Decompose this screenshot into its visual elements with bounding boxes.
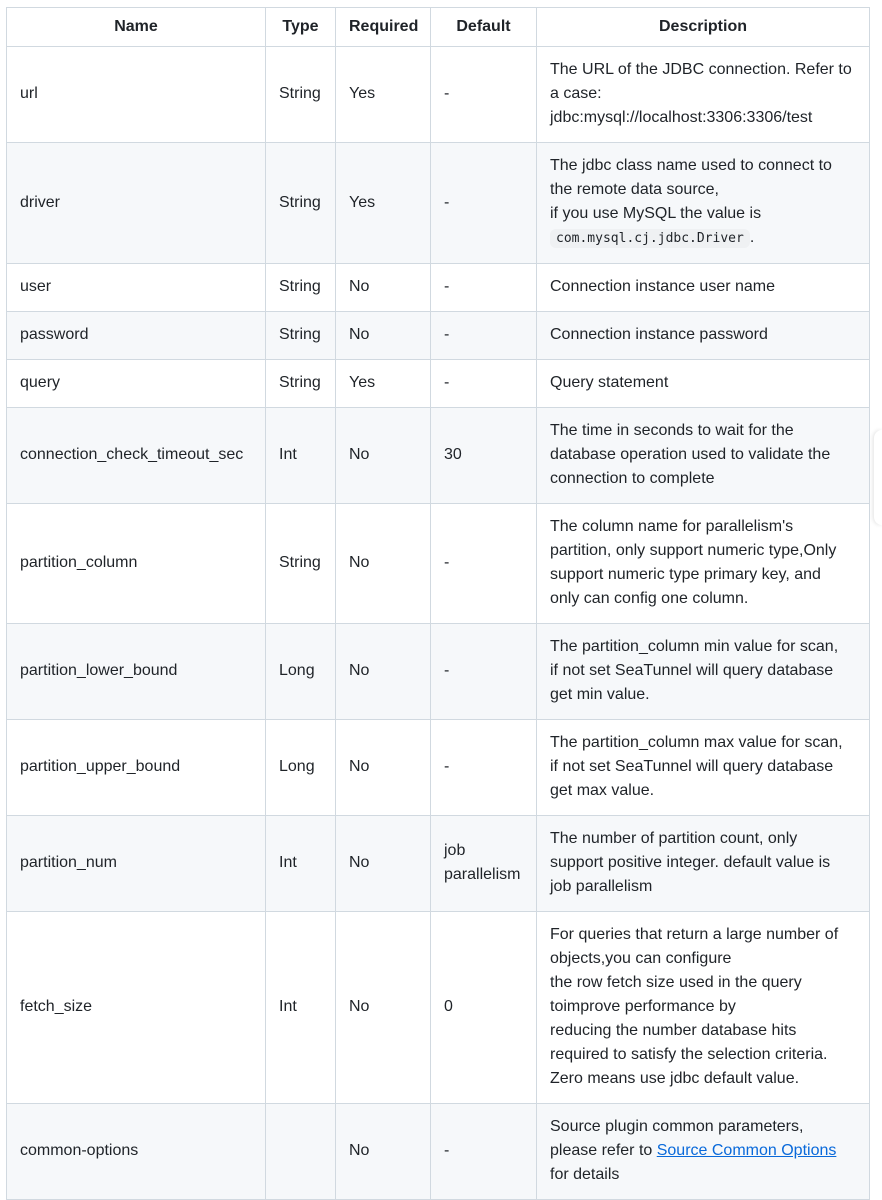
option-default: - (431, 720, 537, 816)
option-default: 0 (431, 912, 537, 1104)
option-description (537, 912, 870, 1104)
description-line: for details (550, 1166, 620, 1183)
table-row (7, 408, 870, 504)
option-description (537, 264, 870, 312)
option-description (537, 408, 870, 504)
option-required: Yes (336, 47, 431, 143)
description-line: if not set SeaTunnel will query database (550, 662, 834, 679)
table-row (7, 264, 870, 312)
link-prefix: please refer to (550, 1142, 657, 1159)
description-line: database operation used to validate the (550, 446, 831, 463)
option-default: - (431, 504, 537, 624)
description-line: The time in seconds to wait for the (550, 422, 794, 439)
description-line: Source plugin common parameters, (550, 1118, 804, 1135)
option-name: partition_num (7, 816, 266, 912)
table-header-row (7, 8, 870, 47)
header-name: Name (7, 8, 266, 47)
description-line: Connection instance password (550, 326, 768, 343)
option-type: String (266, 312, 336, 360)
option-default: - (431, 47, 537, 143)
table-row (7, 47, 870, 143)
side-panel-edge (874, 430, 882, 525)
option-type: Long (266, 720, 336, 816)
table-row (7, 912, 870, 1104)
option-name: fetch_size (7, 912, 266, 1104)
option-description (537, 624, 870, 720)
option-type: String (266, 143, 336, 264)
table-row (7, 312, 870, 360)
option-name: partition_lower_bound (7, 624, 266, 720)
option-description (537, 47, 870, 143)
option-default: - (431, 264, 537, 312)
option-description (537, 1104, 870, 1200)
option-description (537, 360, 870, 408)
option-type: String (266, 264, 336, 312)
description-line: objects,you can configure (550, 950, 732, 967)
option-name: driver (7, 143, 266, 264)
description-line: required to satisfy the selection criteria. (550, 1046, 828, 1063)
option-type: String (266, 47, 336, 143)
option-required: No (336, 408, 431, 504)
option-name: partition_column (7, 504, 266, 624)
option-required: No (336, 624, 431, 720)
driver-class-code: com.mysql.cj.jdbc.Driver (550, 229, 750, 248)
header-default: Default (431, 8, 537, 47)
description-line: jdbc:mysql://localhost:3306:3306/test (550, 109, 813, 126)
description-line: The URL of the JDBC connection. Refer to (550, 61, 852, 78)
option-required: No (336, 1104, 431, 1200)
option-description (537, 816, 870, 912)
description-line: Query statement (550, 374, 669, 391)
description-link-line (550, 1139, 856, 1163)
description-line: support positive integer. default value is (550, 854, 831, 871)
description-line: The partition_column min value for scan, (550, 638, 839, 655)
description-line: The partition_column max value for scan, (550, 734, 843, 751)
table-row (7, 816, 870, 912)
option-description (537, 504, 870, 624)
option-default: - (431, 312, 537, 360)
option-type: Int (266, 912, 336, 1104)
description-line: if not set SeaTunnel will query database (550, 758, 834, 775)
header-description: Description (537, 8, 870, 47)
option-name: partition_upper_bound (7, 720, 266, 816)
options-table (6, 7, 870, 1200)
description-line: a case: (550, 85, 602, 102)
description-line: Zero means use jdbc default value. (550, 1070, 800, 1087)
option-type: Int (266, 408, 336, 504)
option-name: user (7, 264, 266, 312)
option-required: No (336, 720, 431, 816)
description-line: job parallelism (550, 878, 653, 895)
table-row (7, 1104, 870, 1200)
option-required: No (336, 264, 431, 312)
option-type: Int (266, 816, 336, 912)
description-line: support numeric type primary key, and (550, 566, 821, 583)
description-line: The column name for parallelism's (550, 518, 794, 535)
option-default: 30 (431, 408, 537, 504)
description-line: For queries that return a large number of (550, 926, 839, 943)
option-name: password (7, 312, 266, 360)
default-line: job (444, 842, 466, 859)
table-row (7, 143, 870, 264)
option-name: url (7, 47, 266, 143)
description-line: only can config one column. (550, 590, 749, 607)
description-line: toimprove performance by (550, 998, 736, 1015)
option-type: String (266, 360, 336, 408)
description-line: connection to complete (550, 470, 715, 487)
option-description (537, 720, 870, 816)
description-code-line (550, 226, 856, 251)
option-name: query (7, 360, 266, 408)
option-description (537, 312, 870, 360)
header-type: Type (266, 8, 336, 47)
description-line: The number of partition count, only (550, 830, 798, 847)
table-row (7, 720, 870, 816)
description-line: reducing the number database hits (550, 1022, 797, 1039)
description-line: Connection instance user name (550, 278, 776, 295)
option-required: Yes (336, 360, 431, 408)
option-type: Long (266, 624, 336, 720)
option-required: No (336, 816, 431, 912)
option-default: - (431, 1104, 537, 1200)
description-line: the remote data source, (550, 181, 719, 198)
option-description (537, 143, 870, 264)
default-line: parallelism (444, 866, 521, 883)
description-suffix: . (749, 229, 755, 246)
option-type (266, 1104, 336, 1200)
option-default (431, 816, 537, 912)
option-required: Yes (336, 143, 431, 264)
option-default: - (431, 143, 537, 264)
source-common-options-link[interactable]: Source Common Options (656, 1142, 837, 1159)
option-type: String (266, 504, 336, 624)
header-required: Required (336, 8, 431, 47)
option-required: No (336, 504, 431, 624)
option-name: common-options (7, 1104, 266, 1200)
table-row (7, 624, 870, 720)
option-required: No (336, 312, 431, 360)
description-line: get min value. (550, 686, 650, 703)
description-line: the row fetch size used in the query (550, 974, 802, 991)
table-row (7, 504, 870, 624)
option-name: connection_check_timeout_sec (7, 408, 266, 504)
description-line: if you use MySQL the value is (550, 205, 762, 222)
description-line: partition, only support numeric type,Only (550, 542, 837, 559)
description-line: get max value. (550, 782, 655, 799)
table-row (7, 360, 870, 408)
option-default: - (431, 360, 537, 408)
option-required: No (336, 912, 431, 1104)
description-line: The jdbc class name used to connect to (550, 157, 832, 174)
option-default: - (431, 624, 537, 720)
